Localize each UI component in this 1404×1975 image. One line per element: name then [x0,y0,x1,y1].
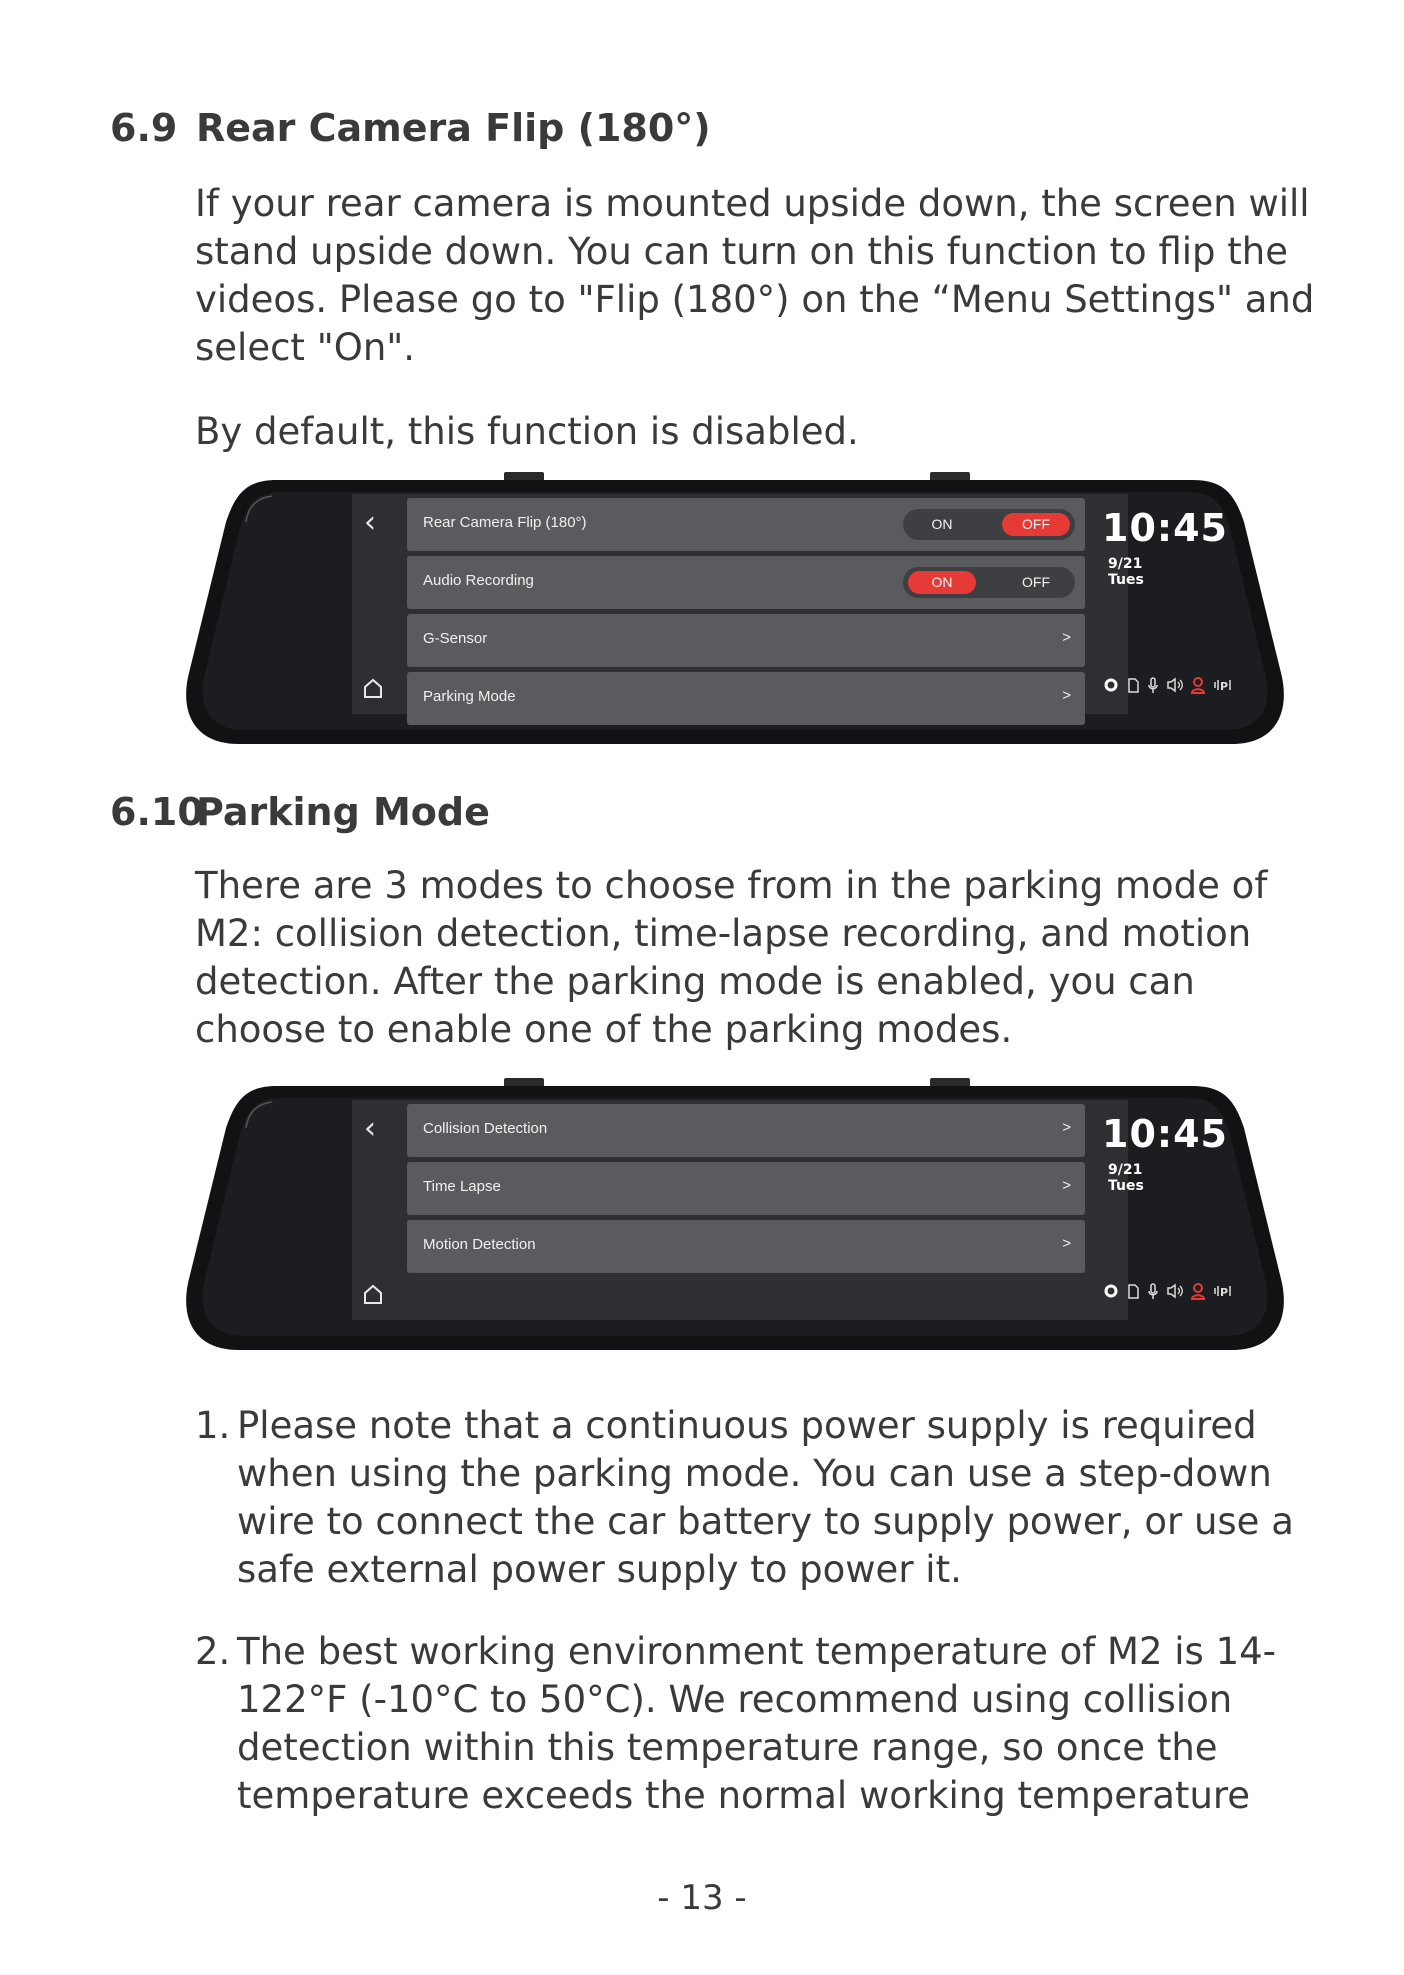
menu-item-label: Collision Detection [423,1120,548,1137]
menu-item-motion-detection[interactable] [407,1220,1085,1273]
clock-date: 9/21 Tues [1108,556,1144,588]
sd-card-icon [1126,1280,1140,1302]
record-dot-icon [1104,1280,1118,1302]
parking-icon [1190,674,1206,696]
nav-bar [352,494,398,714]
clock-time: 10:45 [1102,506,1228,550]
menu-item-label: Parking Mode [423,688,516,705]
list-marker: 1. [195,1404,231,1447]
speaker-icon [1166,674,1184,696]
note-text: The best working environment temperature of M2 is 14-122°F (-10°C to 50°C). We recommend using collision detection within this temperature range, so once the temperature exceeds the normal working temperature [237,1630,1277,1817]
record-dot-icon [1104,674,1118,696]
list-marker: 2. [195,1630,231,1673]
status-bar [1104,674,1254,698]
menu-item-label: Audio Recording [423,572,534,589]
gps-icon [1212,674,1234,696]
dashcam-screen-flip-settings [182,472,1288,754]
note-text: Please note that a continuous power supply is required when using the parking mode. You can use a step-down wire to connect the car battery to supply power, or use a safe external power supply to power it. [237,1404,1294,1591]
section-heading-6-9 [110,106,711,150]
menu-item-label: Motion Detection [423,1236,536,1253]
back-chevron-icon[interactable]: ‹ [364,505,376,540]
menu-screen [352,1100,1229,1320]
paragraph-default-disabled: By default, this function is disabled. [195,410,859,453]
paragraph-flip-description: If your rear camera is mounted upside down, the screen will stand upside down. You can turn on this function to flip the videos. Please go to "Flip (180°) on the “Menu Settings" and select "On". [195,182,1315,369]
clock-time: 10:45 [1102,1112,1228,1156]
nav-bar [352,1100,398,1320]
section-heading-6-10 [110,790,490,834]
note-item-2 [195,1628,1320,1820]
toggle-off-option[interactable]: OFF [1002,513,1070,536]
svg-text:P: P [1220,680,1229,693]
toggle-off-option[interactable]: OFF [1022,574,1050,590]
flip-toggle[interactable] [903,509,1075,540]
menu-item-label: G-Sensor [423,630,488,647]
microphone-icon [1146,674,1160,696]
menu-item-audio-recording[interactable] [407,556,1085,609]
home-icon[interactable] [362,1283,384,1305]
parking-icon [1190,1280,1206,1302]
menu-item-time-lapse[interactable] [407,1162,1085,1215]
section-number: 6.9 [110,106,178,150]
speaker-icon [1166,1280,1184,1302]
menu-screen [352,494,1229,714]
chevron-right-icon: > [1062,1235,1071,1252]
back-chevron-icon[interactable]: ‹ [364,1111,376,1146]
menu-item-label: Time Lapse [423,1178,501,1195]
menu-item-label: Rear Camera Flip (180°) [423,514,587,531]
section-number: 6.10 [110,790,204,834]
home-icon[interactable] [362,677,384,699]
toggle-on-option[interactable]: ON [931,516,953,532]
chevron-right-icon: > [1062,1119,1071,1136]
menu-item-g-sensor[interactable] [407,614,1085,667]
menu-item-parking-mode[interactable] [407,672,1085,725]
clock-date: 9/21 Tues [1108,1162,1144,1194]
chevron-right-icon: > [1062,629,1071,646]
sd-card-icon [1126,674,1140,696]
menu-item-collision-detection[interactable] [407,1104,1085,1157]
section-title: Rear Camera Flip (180°) [196,106,711,150]
menu-item-rear-camera-flip[interactable] [407,498,1085,551]
section-title: Parking Mode [196,790,490,834]
paragraph-parking-modes: There are 3 modes to choose from in the parking mode of M2: collision detection, time-lapse recording, and motion detection. After the parking mode is enabled, you can choose to enable one of the parking modes. [195,864,1268,1051]
microphone-icon [1146,1280,1160,1302]
page-number: - 13 - [657,1878,747,1918]
gps-icon [1212,1280,1234,1302]
audio-toggle[interactable] [903,567,1075,598]
svg-text:P: P [1220,1286,1229,1299]
toggle-on-option[interactable]: ON [908,571,976,594]
chevron-right-icon: > [1062,687,1071,704]
note-item-1 [195,1402,1320,1594]
dashcam-screen-parking-modes [182,1078,1288,1360]
chevron-right-icon: > [1062,1177,1071,1194]
status-bar [1104,1280,1254,1304]
